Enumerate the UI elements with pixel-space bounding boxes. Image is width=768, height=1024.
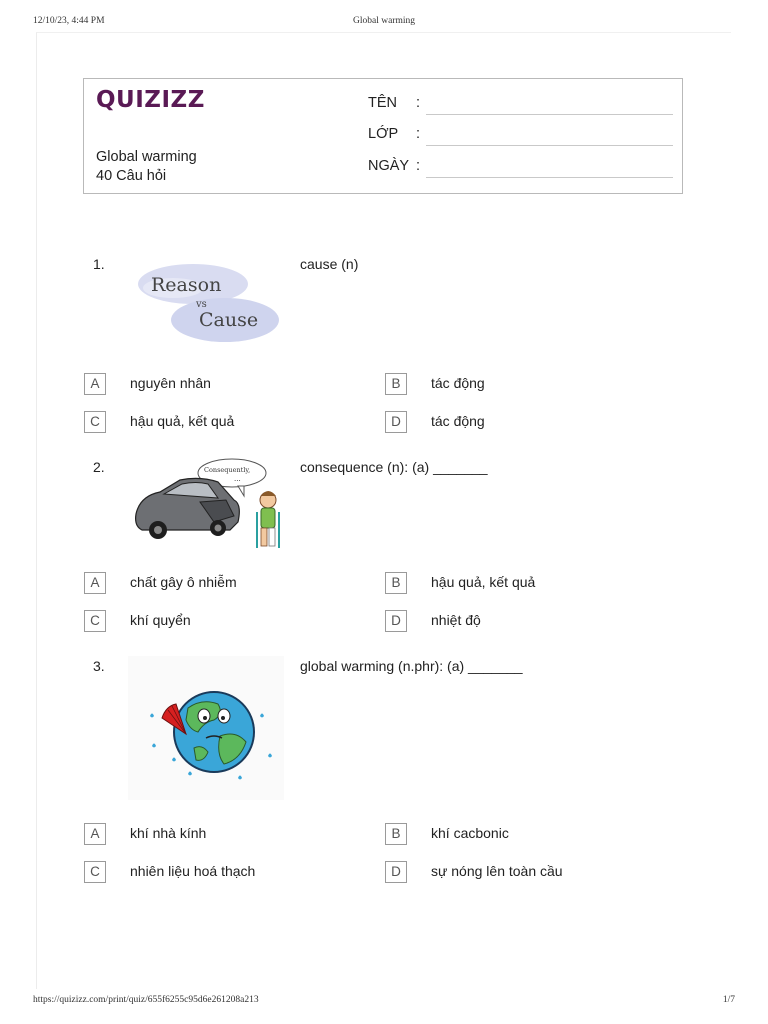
print-datetime: 12/10/23, 4:44 PM: [33, 16, 105, 26]
option-a-text: khí nhà kính: [130, 825, 207, 841]
option-b-box[interactable]: B: [385, 373, 407, 395]
image-word-reason: Reason: [151, 274, 222, 296]
question-count: 40 Câu hỏi: [96, 168, 167, 184]
option-b-box[interactable]: B: [385, 572, 407, 594]
name-field[interactable]: [368, 95, 673, 117]
print-doc-title: Global warming: [352, 16, 415, 26]
page-number: 1/7: [722, 995, 735, 1005]
option-c-text: khí quyển: [130, 612, 191, 628]
option-d-text: nhiệt độ: [431, 612, 481, 628]
bubble-text: Consequently,: [204, 466, 251, 474]
option-d-text: tác động: [431, 413, 485, 429]
date-field-label: NGÀY: [368, 158, 410, 174]
quiz-title: Global warming: [96, 149, 197, 165]
reason-vs-cause-image: [133, 258, 281, 346]
print-url[interactable]: https://quizizz.com/print/quiz/655f6255c95d6e261208a213: [33, 995, 259, 1005]
option-a-box[interactable]: A: [84, 572, 106, 594]
bubble-ellipsis: ...: [234, 475, 241, 483]
class-field[interactable]: [368, 126, 673, 148]
option-c-text: nhiên liệu hoá thạch: [130, 863, 256, 879]
option-c-text: hậu quả, kết quả: [130, 413, 235, 429]
option-b-text: tác động: [431, 375, 485, 391]
name-field-line[interactable]: [426, 114, 673, 115]
question-text: global warming (n.phr): (a) _______: [300, 658, 523, 674]
option-c-box[interactable]: C: [84, 861, 106, 883]
quiz-header-box: [83, 78, 683, 194]
question-number: 1.: [93, 256, 105, 272]
option-a-text: nguyên nhân: [130, 375, 211, 391]
quizizz-logo: QUIZIZZ: [96, 87, 205, 113]
option-c-box[interactable]: C: [84, 610, 106, 632]
class-field-line[interactable]: [426, 145, 673, 146]
question-text: cause (n): [300, 256, 359, 272]
option-b-box[interactable]: B: [385, 823, 407, 845]
name-field-label: TÊN: [368, 95, 397, 111]
option-a-text: chất gây ô nhiễm: [130, 574, 237, 590]
date-field-colon: :: [416, 158, 421, 174]
hot-earth-image: [128, 656, 284, 800]
option-a-box[interactable]: A: [84, 373, 106, 395]
car-crash-image: [130, 456, 282, 552]
option-a-box[interactable]: A: [84, 823, 106, 845]
date-field-line[interactable]: [426, 177, 673, 178]
option-c-box[interactable]: C: [84, 411, 106, 433]
option-d-box[interactable]: D: [385, 861, 407, 883]
option-b-text: khí cacbonic: [431, 825, 509, 841]
question-number: 3.: [93, 658, 105, 674]
option-d-box[interactable]: D: [385, 610, 407, 632]
image-word-vs: vs: [196, 299, 207, 310]
option-b-text: hậu quả, kết quả: [431, 574, 536, 590]
image-word-cause: Cause: [199, 309, 259, 331]
date-field[interactable]: [368, 158, 673, 180]
question-number: 2.: [93, 459, 105, 475]
name-field-colon: :: [416, 95, 421, 111]
class-field-label: LỚP: [368, 126, 399, 142]
option-d-text: sự nóng lên toàn cầu: [431, 863, 563, 879]
class-field-colon: :: [416, 126, 421, 142]
question-text: consequence (n): (a) _______: [300, 459, 488, 475]
option-d-box[interactable]: D: [385, 411, 407, 433]
